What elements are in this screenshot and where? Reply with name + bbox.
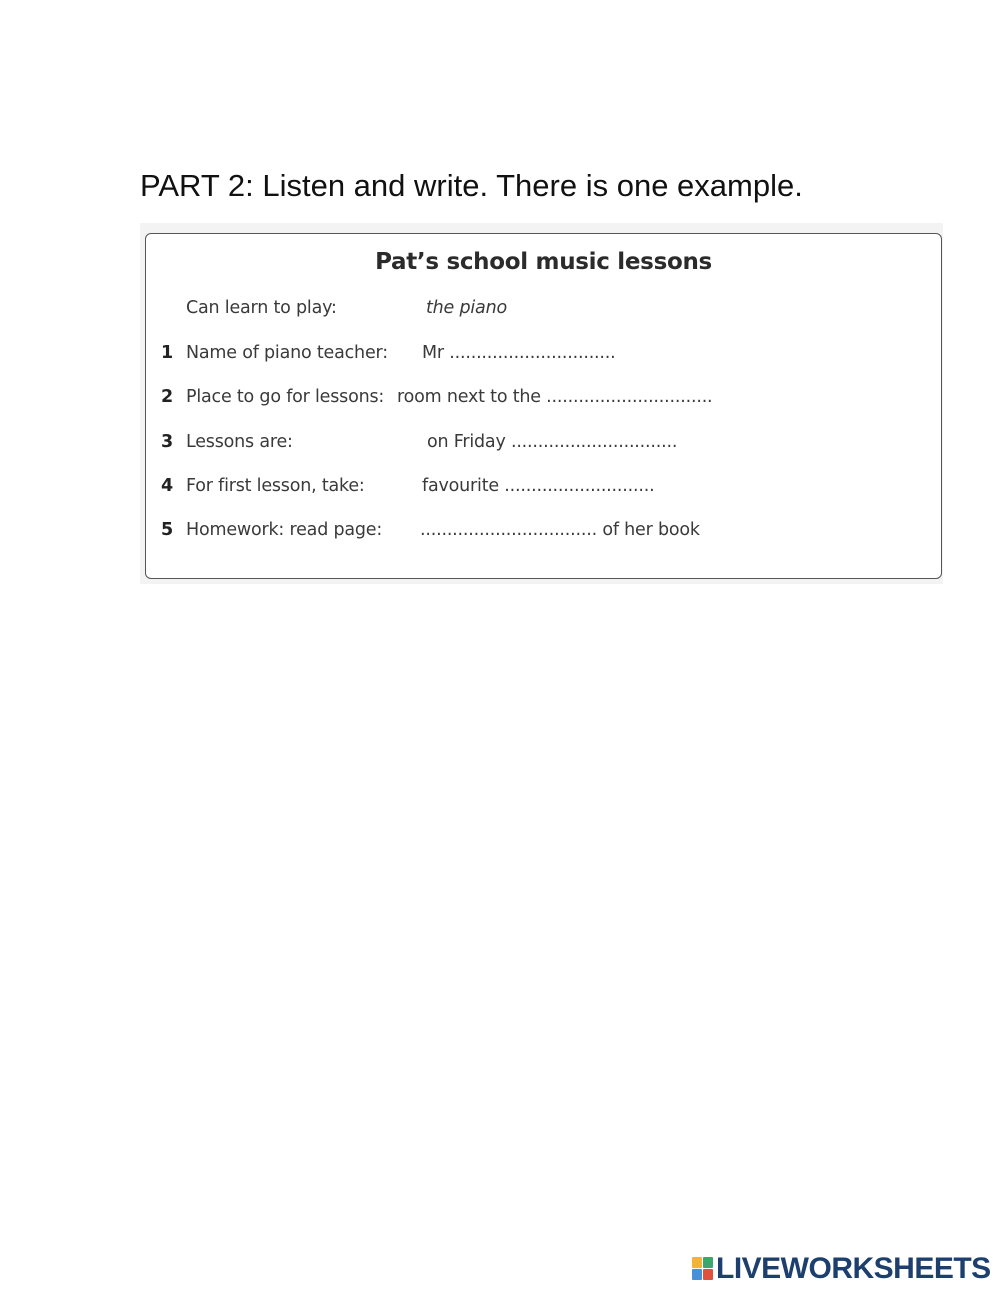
instruction-heading: PART 2: Listen and write. There is one example. bbox=[140, 168, 803, 203]
answer-blank[interactable]: on Friday ............................... bbox=[427, 432, 678, 452]
example-label: Can learn to play: bbox=[186, 298, 337, 318]
example-answer: the piano bbox=[426, 298, 507, 318]
question-number: 4 bbox=[161, 476, 173, 496]
answer-blank[interactable]: room next to the ............................... bbox=[397, 387, 713, 407]
answer-blank[interactable]: Mr ............................... bbox=[422, 343, 616, 363]
answer-blank[interactable]: ................................. of her book bbox=[420, 520, 700, 540]
logo-tiles-icon bbox=[692, 1257, 714, 1281]
task-box bbox=[145, 233, 942, 579]
question-label: Name of piano teacher: bbox=[186, 343, 388, 363]
question-number: 3 bbox=[161, 432, 173, 452]
question-number: 5 bbox=[161, 520, 173, 540]
question-number: 2 bbox=[161, 387, 173, 407]
question-label: Homework: read page: bbox=[186, 520, 383, 540]
question-label: Lessons are: bbox=[186, 432, 293, 452]
task-title: Pat’s school music lessons bbox=[375, 249, 712, 275]
question-number: 1 bbox=[161, 343, 173, 363]
question-label: Place to go for lessons: bbox=[186, 387, 385, 407]
logo-text: LIVEWORKSHEETS bbox=[716, 1252, 991, 1285]
answer-blank[interactable]: favourite ............................ bbox=[422, 476, 655, 496]
question-label: For first lesson, take: bbox=[186, 476, 365, 496]
liveworksheets-logo bbox=[692, 1251, 991, 1287]
